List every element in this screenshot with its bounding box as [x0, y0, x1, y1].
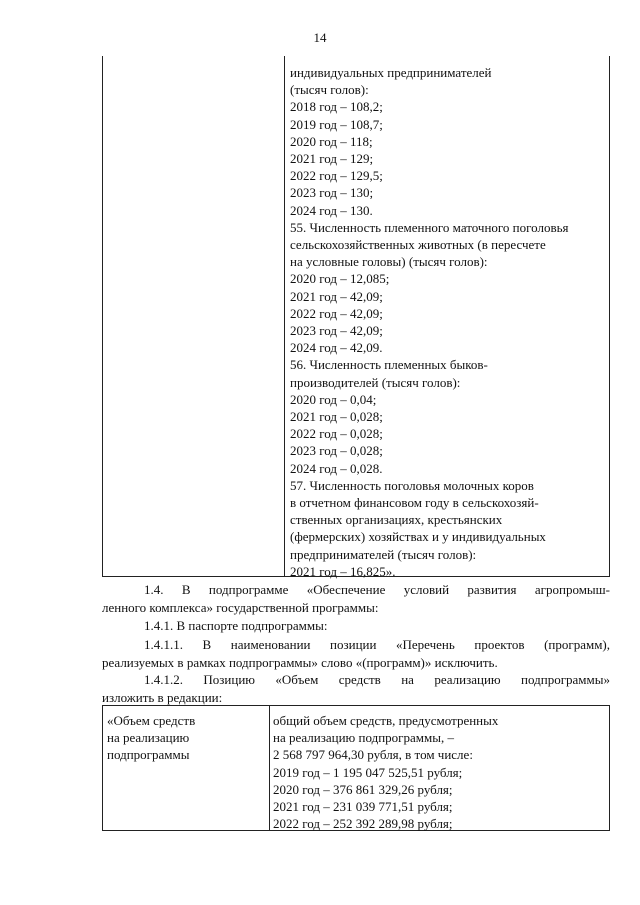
- table-line: 2020 год – 118;: [290, 133, 373, 149]
- table-line: 2022 год – 0,028;: [290, 426, 383, 442]
- table-line: (фермерских) хозяйствах и у индивидуальных: [290, 529, 546, 545]
- table-line: ственных организациях, крестьянских: [290, 512, 503, 528]
- table-line: 2023 год – 130;: [290, 185, 374, 201]
- table-line: 55. Численность племенного маточного поголовья: [290, 219, 569, 235]
- paragraph-line: 1.4. В подпрограмме «Обеспечение условий развития агропромыш-: [144, 582, 610, 597]
- table-line: 2020 год – 0,04;: [290, 391, 377, 407]
- table-line: 2024 год – 130.: [290, 202, 373, 218]
- table-line: 2022 год – 129,5;: [290, 168, 383, 184]
- table-line: на условные головы) (тысяч голов):: [290, 254, 488, 270]
- paragraph-1-4-1-1: [102, 636, 610, 671]
- table-line: производителей (тысяч голов):: [290, 374, 461, 390]
- paragraph-line: 1.4.1.1. В наименовании позиции «Перечень проектов (программ),: [144, 637, 610, 652]
- table-line: предпринимателей (тысяч голов):: [290, 546, 477, 562]
- funding-value-cell: [273, 712, 603, 832]
- table-line: 2024 год – 42,09.: [290, 340, 383, 356]
- table-line: 56. Численность племенных быков-: [290, 357, 488, 373]
- table-line: 2 568 797 964,30 рубля, в том числе:: [273, 747, 473, 763]
- paragraph-line: ленного комплекса» государственной программы:: [102, 599, 379, 615]
- table-line: на реализацию: [107, 730, 190, 746]
- paragraph-line: 1.4.1.2. Позицию «Объем средств на реализацию подпрограммы»: [144, 672, 610, 687]
- page-number: 14: [313, 30, 327, 45]
- table-line: 2020 год – 376 861 329,26 рубля;: [273, 781, 453, 797]
- indicators-text-cell: [290, 64, 606, 580]
- table-line: 2024 год – 0,028.: [290, 460, 383, 476]
- funding-table: [102, 705, 610, 831]
- table-line: 2023 год – 42,09;: [290, 323, 383, 339]
- table-line: 57. Численность поголовья молочных коров: [290, 477, 534, 493]
- paragraph-line: изложить в редакции:: [102, 689, 223, 705]
- table-line: 2018 год – 108,2;: [290, 99, 383, 115]
- table-line: 2019 год – 108,7;: [290, 116, 383, 132]
- table-line: 2021 год – 16,825».: [290, 563, 396, 579]
- indicators-table: [102, 56, 610, 577]
- table-line: 2020 год – 12,085;: [290, 271, 390, 287]
- table-line: 2021 год – 42,09;: [290, 288, 383, 304]
- table-line: (тысяч голов):: [290, 82, 369, 98]
- table-line: 2019 год – 1 195 047 525,51 рубля;: [273, 764, 463, 780]
- paragraph-line: 1.4.1. В паспорте подпрограммы:: [144, 618, 328, 633]
- table-line: индивидуальных предпринимателей: [290, 65, 492, 80]
- paragraph-1-4: [102, 581, 610, 616]
- table-line: на реализацию подпрограммы, –: [273, 730, 454, 746]
- table-line: общий объем средств, предусмотренных: [273, 713, 499, 728]
- table-line: 2022 год – 252 392 289,98 рубля;: [273, 816, 453, 832]
- table-line: 2021 год – 0,028;: [290, 409, 383, 425]
- table-line: 2021 год – 129;: [290, 151, 374, 167]
- table-line: 2022 год – 42,09;: [290, 305, 383, 321]
- table-line: в отчетном финансовом году в сельскохозяй-: [290, 495, 539, 511]
- paragraph-1-4-1-2: [102, 671, 610, 706]
- funding-label-cell: [107, 712, 265, 764]
- table-line: «Объем средств: [107, 713, 196, 728]
- table-line: 2023 год – 0,028;: [290, 443, 383, 459]
- table-column-divider: [284, 56, 285, 576]
- table-line: 2021 год – 231 039 771,51 рубля;: [273, 799, 453, 815]
- paragraph-1-4-1: [102, 617, 610, 635]
- table-column-divider: [269, 706, 270, 830]
- paragraph-line: реализуемых в рамках подпрограммы» слово «(программ)» исключить.: [102, 654, 498, 670]
- table-line: подпрограммы: [107, 747, 190, 763]
- table-line: сельскохозяйственных животных (в пересчете: [290, 237, 546, 253]
